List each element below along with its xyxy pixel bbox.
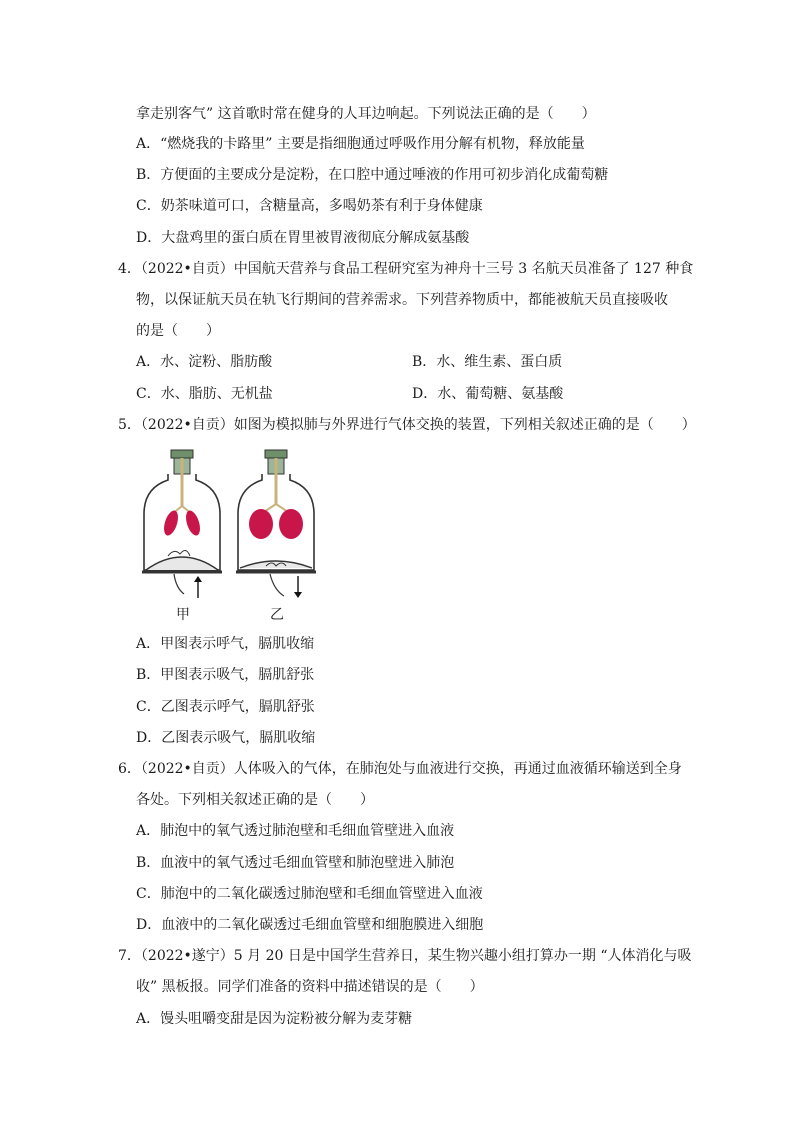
q7-stem-line2: 收” 黑板报。同学们准备的资料中描述错误的是（ ） bbox=[136, 979, 484, 995]
q3-option-c: C．奶茶味道可口，含糖量高，多喝奶茶有利于身体健康 bbox=[136, 198, 483, 214]
q3-stem-continued: 拿走别客气” 这首歌时常在健身的人耳边响起。下列说法正确的是（ ） bbox=[136, 106, 596, 122]
q6-option-c: C．肺泡中的二氧化碳透过肺泡壁和毛细血管壁进入血液 bbox=[136, 886, 483, 902]
q4-stem-line3: 的是（ ） bbox=[136, 323, 220, 339]
q5-option-c: C．乙图表示呼气，膈肌舒张 bbox=[136, 699, 315, 715]
q4-option-a: A．水、淀粉、脂肪酸 bbox=[136, 354, 273, 370]
q6-option-d: D．血液中的二氧化碳透过毛细血管壁和细胞膜进入细胞 bbox=[136, 917, 484, 933]
q7-option-a: A．馒头咀嚼变甜是因为淀粉被分解为麦芽糖 bbox=[136, 1011, 413, 1027]
q5-option-d: D．乙图表示吸气，膈肌收缩 bbox=[136, 730, 316, 746]
q4-stem-line1: 4．（2022•自贡）中国航天营养与食品工程研究室为神舟十三号 3 名航天员准备了 127 种食 bbox=[118, 261, 694, 277]
q5-option-b: B．甲图表示吸气，膈肌舒张 bbox=[136, 667, 315, 683]
q6-option-a: A．肺泡中的氧气透过肺泡壁和毛细血管壁进入血液 bbox=[136, 823, 455, 839]
figure-label-yi: 乙 bbox=[270, 607, 284, 623]
bell-jar-figure-jia bbox=[138, 448, 228, 608]
q6-stem-line1: 6．（2022•自贡）人体吸入的气体，在肺泡处与血液进行交换，再通过血液循环输送到全身 bbox=[118, 761, 682, 777]
bell-jar-figure-yi bbox=[232, 448, 322, 608]
q4-option-c: C．水、脂肪、无机盐 bbox=[136, 386, 273, 402]
q3-option-a: A．“燃烧我的卡路里” 主要是指细胞通过呼吸作用分解有机物，释放能量 bbox=[136, 136, 585, 152]
q3-option-b: B．方便面的主要成分是淀粉，在口腔中通过唾液的作用可初步消化成葡萄糖 bbox=[136, 167, 609, 183]
q6-option-b: B．血液中的氧气透过毛细血管壁和肺泡壁进入肺泡 bbox=[136, 855, 455, 871]
q3-option-d: D．大盘鸡里的蛋白质在胃里被胃液彻底分解成氨基酸 bbox=[136, 230, 470, 246]
q4-option-d: D．水、葡萄糖、氨基酸 bbox=[412, 386, 564, 402]
q4-stem-line2: 物，以保证航天员在轨飞行期间的营养需求。下列营养物质中，都能被航天员直接吸收 bbox=[136, 292, 668, 308]
q4-option-b: B．水、维生素、蛋白质 bbox=[412, 354, 563, 370]
figure-label-jia: 甲 bbox=[176, 607, 190, 623]
q7-stem-line1: 7．（2022•遂宁）5 月 20 日是中国学生营养日，某生物兴趣小组打算办一期 “人体消化与吸 bbox=[118, 948, 692, 964]
q5-stem: 5．（2022•自贡）如图为模拟肺与外界进行气体交换的装置，下列相关叙述正确的是（ ） bbox=[118, 417, 696, 433]
q6-stem-line2: 各处。下列相关叙述正确的是（ ） bbox=[136, 792, 374, 808]
q5-option-a: A．甲图表示呼气，膈肌收缩 bbox=[136, 636, 315, 652]
